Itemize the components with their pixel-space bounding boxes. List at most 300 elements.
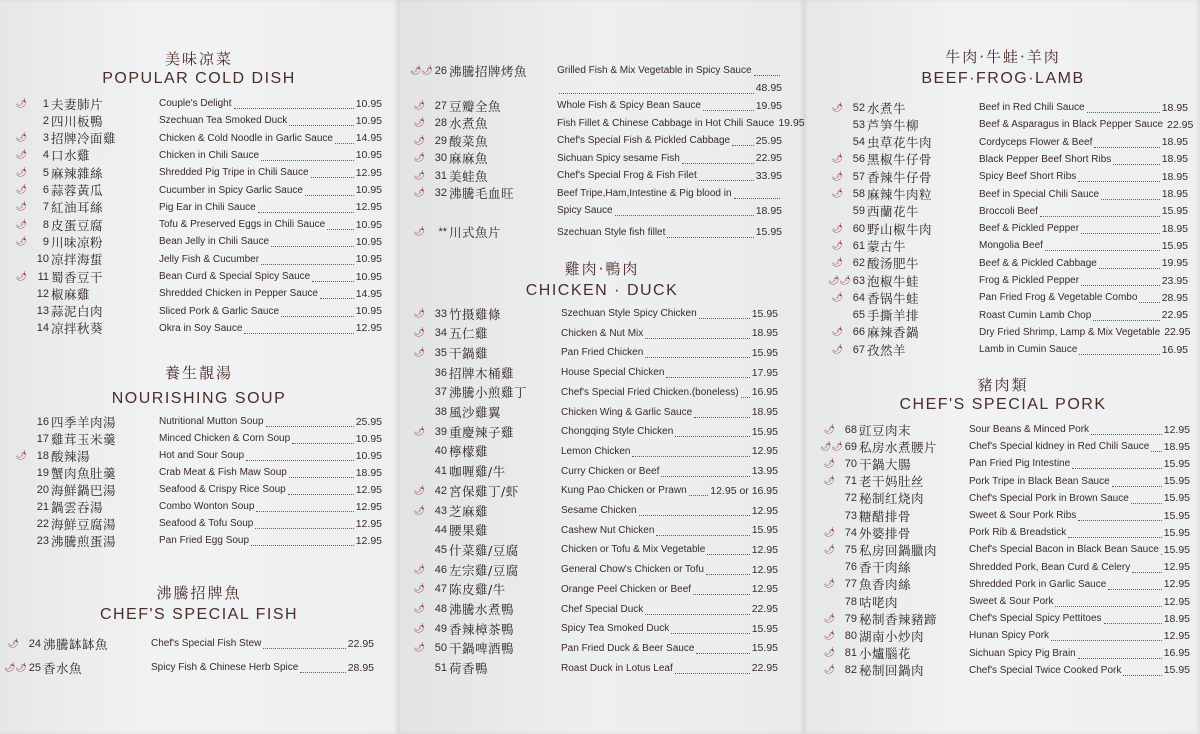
item-name-chinese: 麻辣牛肉粒 — [867, 187, 933, 202]
item-number: 34 — [434, 327, 447, 340]
dotted-leader — [699, 318, 750, 319]
dotted-leader — [732, 145, 754, 146]
chili-pepper-icon: 🌶 — [413, 643, 425, 654]
dotted-leader — [1132, 572, 1162, 573]
item-price: 12.95 — [355, 534, 382, 547]
dotted-leader — [693, 594, 750, 595]
chili-pepper-icon: 🌶 — [413, 623, 425, 634]
item-price: 18.95 — [1163, 440, 1190, 453]
item-number: 68 — [844, 423, 857, 436]
chili-pepper-icon: 🌶 — [15, 450, 27, 461]
item-price: 22.95 — [755, 152, 782, 164]
item-number: 12 — [36, 287, 49, 300]
item-number: 52 — [852, 101, 865, 114]
item-number: 19 — [36, 466, 49, 479]
item-name-english: Broccoli Beef — [979, 205, 1038, 217]
item-price: 12.95 — [751, 583, 778, 596]
chili-pepper-icon: 🌶🌶 — [820, 441, 843, 452]
dotted-leader — [261, 264, 354, 265]
item-price: 18.95 — [1161, 136, 1188, 149]
item-number: 3 — [42, 132, 49, 145]
item-price: 15.95 — [1161, 239, 1188, 252]
section-title-chinese: 豬肉類 — [977, 376, 1029, 394]
item-price: 10.95 — [355, 184, 382, 196]
chili-pepper-icon: 🌶 — [831, 154, 843, 165]
dotted-leader — [289, 477, 354, 478]
section-title-chinese: 美味凉菜 — [164, 50, 233, 68]
dotted-leader — [288, 494, 354, 495]
item-number: 4 — [42, 149, 49, 162]
menu-item-row — [828, 220, 1188, 237]
menu-panel-left — [0, 0, 398, 734]
item-name-english: Pan Fried Pig Intestine — [969, 458, 1071, 470]
item-number: 77 — [844, 578, 857, 591]
item-name-english: Jelly Fish & Cucumber — [159, 253, 260, 265]
item-name-chinese: 雞茸玉米羹 — [51, 431, 117, 447]
item-name-english: Whole Fish & Spicy Bean Sauce — [557, 100, 701, 111]
item-price: 15.95 — [1163, 475, 1190, 488]
item-price: 12.95 — [751, 543, 778, 556]
menu-item-row — [820, 645, 1190, 662]
menu-item-row — [820, 490, 1190, 507]
menu-item-row — [12, 233, 382, 250]
item-price: 22.95 — [1161, 309, 1188, 322]
dotted-leader — [1045, 250, 1160, 251]
item-price: 12.95 — [751, 445, 778, 458]
dotted-leader — [244, 333, 353, 334]
item-number: 82 — [844, 664, 857, 677]
dotted-leader — [1093, 320, 1159, 321]
item-name-english: Shredded Pork, Bean Curd & Celery — [969, 561, 1131, 573]
dotted-leader — [1091, 434, 1162, 435]
item-name-chinese: 蒜泥白肉 — [51, 304, 104, 320]
chili-pepper-icon: 🌶 — [15, 202, 27, 213]
item-number: 41 — [434, 465, 447, 478]
item-name-english: Chef Special Duck — [561, 603, 644, 615]
item-name-chinese: 蒜蓉黃瓜 — [51, 183, 104, 198]
menu-item-row — [410, 384, 778, 401]
item-name-chinese: 泡椒牛蛙 — [867, 273, 920, 289]
item-price: 22.95 — [1164, 326, 1191, 339]
item-number: 57 — [852, 170, 865, 183]
item-price: 15.95 — [751, 524, 778, 537]
item-price: 48.95 — [755, 82, 782, 94]
item-price: 16.95 — [751, 386, 778, 399]
item-number: 58 — [852, 188, 865, 200]
item-name-english: Chicken Wing & Garlic Sauce — [561, 406, 693, 418]
item-name-chinese: 手撕羊排 — [867, 308, 920, 324]
item-number: 7 — [42, 201, 49, 214]
section-title-english: CHEF'S SPECIAL FISH — [99, 606, 299, 623]
section-title-chinese: 沸騰招牌魚 — [156, 584, 242, 602]
item-price: 15.95 — [755, 226, 782, 238]
item-price: 14.95 — [355, 287, 382, 300]
item-name-chinese: 黑椒牛仔骨 — [867, 152, 933, 168]
item-number: 20 — [36, 483, 49, 496]
item-number: 78 — [844, 595, 857, 608]
item-name-chinese: 干鍋雞 — [449, 345, 489, 361]
item-number: 40 — [434, 445, 447, 458]
menu-item-row — [12, 216, 382, 233]
item-name-english: Curry Chicken or Beef — [561, 465, 660, 477]
section-title-chinese: 養生靚湯 — [164, 364, 233, 382]
chili-pepper-icon: 🌶 — [413, 604, 425, 614]
dotted-leader — [335, 143, 354, 144]
section-title-english: BEEF·FROG·LAMB — [921, 70, 1085, 87]
chili-pepper-icon: 🌶 — [823, 630, 835, 641]
item-price: 10.95 — [355, 114, 382, 127]
menu-item-row — [820, 559, 1190, 576]
item-price: 12.95 — [355, 483, 382, 496]
chili-pepper-icon: 🌶 — [823, 424, 835, 435]
item-name-english: Sesame Chicken — [561, 505, 637, 516]
item-price: 16.95 — [1161, 343, 1188, 356]
dotted-leader — [327, 229, 354, 230]
item-number: 76 — [844, 561, 857, 574]
item-name-chinese: 蟹肉魚肚羹 — [51, 465, 117, 481]
item-name-english: Chicken or Tofu & Mix Vegetable — [561, 544, 706, 556]
chili-pepper-icon: 🌶🌶 — [410, 65, 433, 76]
dotted-leader — [1081, 233, 1160, 234]
menu-item-row — [410, 581, 778, 598]
item-name-chinese: 左宗雞/豆腐 — [449, 562, 519, 578]
menu-item-row — [410, 97, 782, 114]
item-name-chinese: 老干妈肚丝 — [859, 474, 925, 490]
item-price: 15.95 — [1163, 526, 1190, 539]
dotted-leader — [645, 357, 749, 358]
item-name-english: Pork Rib & Breadstick — [969, 527, 1067, 539]
item-name-english: Pan Fried Chicken — [561, 347, 644, 359]
menu-item-row — [12, 447, 382, 464]
item-name-chinese: 豇豆肉末 — [859, 422, 912, 438]
item-name-english: Chef's Special Spicy Pettitoes — [969, 613, 1102, 625]
menu-item-row — [828, 99, 1188, 116]
item-name-english: Sweet & Sour Pork — [969, 596, 1054, 607]
item-price: 18.95 — [751, 406, 778, 418]
item-name-english: Frog & Pickled Pepper — [979, 275, 1080, 286]
item-name-chinese: 四川板鴨 — [51, 113, 104, 129]
item-name-chinese: 咖喱雞/牛 — [449, 464, 506, 480]
item-price: 12.95 — [1163, 629, 1190, 642]
item-number: 51 — [434, 662, 447, 675]
item-name-chinese: 水煮魚 — [449, 116, 489, 131]
dotted-leader — [707, 554, 749, 555]
item-name-english: House Special Chicken — [561, 367, 665, 379]
item-price: 15.95 — [1163, 543, 1190, 556]
dotted-leader — [292, 443, 354, 444]
chili-pepper-icon: 🌶 — [413, 100, 425, 111]
menu-item-row — [820, 662, 1190, 679]
chili-pepper-icon: 🌶 — [413, 426, 425, 437]
menu-item-row — [12, 199, 382, 216]
menu-item-row — [828, 341, 1188, 358]
item-price: 15.95 — [751, 425, 778, 438]
menu-item-row — [820, 610, 1190, 627]
chili-pepper-icon: 🌶 — [831, 258, 843, 269]
dotted-leader — [734, 198, 780, 199]
item-price: 12.95 or 16.95 — [710, 484, 778, 497]
menu-item-row — [410, 132, 782, 149]
item-name-chinese: 香辣樟茶鴨 — [449, 621, 515, 637]
dotted-leader — [706, 574, 750, 575]
chili-pepper-icon: 🌶 — [823, 544, 835, 555]
item-price: 10.95 — [355, 270, 382, 283]
dotted-leader — [1113, 164, 1159, 165]
item-name-chinese: 川式魚片 — [449, 225, 502, 240]
chili-pepper-icon: 🌶 — [831, 292, 843, 303]
item-number: 24 — [28, 637, 41, 650]
chili-pepper-icon: 🌶 — [413, 485, 425, 496]
item-name-english: Szechuan Style fish fillet — [557, 226, 666, 238]
dotted-leader — [289, 125, 353, 126]
dotted-leader — [559, 93, 754, 94]
item-price: 10.95 — [355, 253, 382, 266]
item-price: 25.95 — [355, 415, 382, 428]
item-name-chinese: 酸辣湯 — [51, 448, 91, 464]
dotted-leader — [1123, 675, 1161, 676]
item-name-chinese: 秘制回鍋肉 — [859, 663, 925, 679]
item-number: 65 — [852, 309, 865, 322]
item-name-english: Roast Duck in Lotus Leaf — [561, 662, 673, 674]
item-number: 69 — [844, 440, 857, 453]
item-name-english: Hot and Sour Soup — [159, 450, 245, 461]
item-price: 22.95 — [751, 662, 778, 675]
menu-item-row — [12, 182, 382, 199]
item-name-english: Sour Beans & Minced Pork — [969, 424, 1090, 435]
dotted-leader — [632, 456, 749, 457]
item-name-english: Seafood & Tofu Soup — [159, 518, 254, 529]
chili-pepper-icon: 🌶 — [413, 188, 425, 198]
section-title-chinese: 牛肉·牛蛙·羊肉 — [945, 48, 1061, 66]
item-name-chinese: 水煮牛 — [867, 100, 907, 116]
menu-item-row — [410, 502, 778, 519]
dotted-leader — [1151, 451, 1161, 452]
item-number: 59 — [852, 205, 865, 218]
item-name-english: Cashew Nut Chicken — [561, 524, 655, 536]
item-name-english: Chef's Special kidney in Red Chili Sauce — [969, 441, 1150, 453]
menu-item-row — [410, 601, 778, 618]
item-number: 64 — [852, 291, 865, 304]
dotted-leader — [1078, 520, 1161, 521]
item-number: 60 — [852, 222, 865, 235]
chili-pepper-icon: 🌶 — [413, 153, 425, 163]
item-number: 47 — [434, 583, 447, 596]
item-name-chinese: 檸檬雞 — [449, 444, 489, 460]
item-number: 73 — [844, 509, 857, 522]
item-price: 15.95 — [1163, 492, 1190, 505]
chili-pepper-icon: 🌶 — [831, 240, 843, 251]
menu-item-row — [828, 186, 1188, 203]
dotted-leader — [675, 673, 750, 674]
menu-item-row — [828, 168, 1188, 185]
item-price: 18.95 — [1163, 612, 1190, 625]
item-name-english: Spicy Tea Smoked Duck — [561, 623, 670, 635]
item-name-english: Beef in Special Chili Sauce — [979, 188, 1100, 200]
item-name-chinese: 紅油耳絲 — [51, 200, 104, 216]
menu-item-row — [12, 430, 382, 447]
item-name-english: Chicken in Chili Sauce — [159, 149, 260, 161]
item-price: 23.95 — [1161, 274, 1188, 287]
item-name-english: Bean Jelly in Chili Sauce — [159, 236, 270, 248]
item-price: 15.95 — [1163, 509, 1190, 522]
item-price: 22.95 — [1167, 118, 1194, 131]
item-name-english: Pan Fried Frog & Vegetable Combo — [979, 292, 1138, 304]
item-name-english: Chicken & Cold Noodle in Garlic Sauce — [159, 132, 333, 144]
item-name-chinese: 私房水煮腰片 — [859, 439, 938, 455]
item-price: 12.95 — [355, 322, 382, 335]
menu-item-row — [410, 443, 778, 460]
chili-pepper-icon: 🌶 — [15, 236, 27, 247]
item-name-chinese: 夫妻肺片 — [51, 96, 104, 112]
item-price: 10.95 — [355, 97, 382, 110]
item-name-english: Spicy Beef Short Ribs — [979, 171, 1077, 183]
dotted-leader — [1112, 486, 1162, 487]
item-name-chinese: 芦笋牛柳 — [867, 117, 920, 133]
item-name-english: Chef's Special Pork in Brown Sauce — [969, 492, 1129, 504]
item-name-chinese: 私房回鍋臘肉 — [859, 542, 938, 558]
menu-item-row — [12, 515, 382, 532]
section-title-english: CHEF'S SPECIAL PORK — [899, 396, 1107, 413]
menu-item-row — [410, 167, 782, 184]
chili-pepper-icon: 🌶 — [831, 344, 843, 355]
item-number: 38 — [434, 406, 447, 418]
menu-item-row — [410, 224, 782, 241]
item-price: 10.95 — [355, 218, 382, 231]
item-number: 72 — [844, 492, 857, 505]
item-name-english: Chef's Special Fish Stew — [151, 638, 262, 649]
item-name-chinese: 干鍋大腸 — [859, 456, 912, 472]
chili-pepper-icon: 🌶 — [15, 150, 27, 161]
item-number: 61 — [852, 239, 865, 252]
menu-item-row — [12, 320, 382, 337]
item-number: 27 — [434, 99, 447, 112]
section-title-english: NOURISHING SOUP — [111, 390, 287, 407]
menu-item-row — [828, 134, 1188, 151]
item-name-chinese: 招牌木桶雞 — [449, 365, 515, 381]
item-name-english: Sichuan Spicy Pig Brain — [969, 647, 1076, 659]
dotted-leader — [661, 476, 749, 477]
item-name-english: Lemon Chicken — [561, 445, 631, 457]
item-number: 26 — [434, 64, 447, 77]
item-name-chinese: 沸騰小煎雞丁 — [449, 385, 528, 401]
dotted-leader — [246, 460, 354, 461]
dotted-leader — [1108, 589, 1161, 590]
item-price: 10.95 — [355, 449, 382, 462]
item-price: 19.95 — [1161, 257, 1188, 270]
item-name-chinese: 野山椒牛肉 — [867, 221, 933, 237]
chili-pepper-icon: 🌶 — [15, 98, 27, 109]
dotted-leader — [671, 633, 750, 634]
menu-item-row — [820, 455, 1190, 472]
dotted-leader — [1087, 112, 1160, 113]
dotted-leader — [1101, 199, 1160, 200]
chili-pepper-icon: 🌶 — [823, 613, 835, 624]
item-name-english: Shredded Chicken in Pepper Sauce — [159, 288, 318, 300]
item-name-chinese: 川味凉粉 — [51, 234, 104, 250]
menu-item-row — [820, 421, 1190, 438]
item-name-english: Roast Cumin Lamb Chop — [979, 309, 1092, 321]
item-number: 44 — [434, 524, 447, 537]
item-name-english: Chef's Special Frog & Fish Filet — [557, 170, 697, 181]
item-price: 13.95 — [751, 465, 778, 478]
item-price: 10.95 — [355, 235, 382, 248]
menu-item-row — [410, 640, 778, 657]
dotted-leader — [1104, 623, 1162, 624]
menu-item-row — [820, 524, 1190, 541]
item-name-chinese: 蒙古牛 — [867, 238, 907, 254]
item-name-english: Kung Pao Chicken or Prawn — [561, 485, 687, 497]
item-number: 79 — [844, 612, 857, 625]
chili-pepper-icon: 🌶 — [831, 189, 843, 199]
menu-item-row — [828, 116, 1194, 133]
menu-item-row — [410, 541, 778, 558]
menu-item-row — [828, 237, 1188, 254]
item-name-english: Beef Tripe,Ham,Intestine & Pig blood in — [557, 187, 732, 199]
item-price: 14.95 — [355, 132, 382, 145]
dotted-leader — [320, 298, 354, 299]
item-price: 12.95 — [1163, 423, 1190, 436]
item-price: 18.95 — [755, 204, 782, 217]
item-name-english: Okra in Soy Sauce — [159, 322, 243, 334]
item-price: 15.95 — [1161, 205, 1188, 218]
item-number: 11 — [37, 270, 49, 283]
menu-item-row — [12, 164, 382, 181]
item-name-english: Beef & Pickled Pepper — [979, 223, 1080, 235]
dotted-leader — [696, 653, 749, 654]
item-price: 28.95 — [347, 661, 374, 674]
item-price: 16.95 — [1163, 647, 1190, 660]
menu-item-row — [410, 660, 778, 677]
dotted-leader — [667, 237, 753, 238]
item-name-chinese: 豆瓣全魚 — [449, 98, 502, 114]
item-name-chinese: 麻辣雜絲 — [51, 165, 104, 181]
dotted-leader — [312, 281, 354, 282]
dotted-leader — [266, 426, 354, 427]
item-price: 12.95 — [355, 166, 382, 179]
item-name-english: Mongolia Beef — [979, 240, 1043, 252]
menu-item-row — [12, 413, 382, 430]
item-name-chinese: 干鍋啤酒鴨 — [449, 641, 515, 657]
item-name-chinese: 孜然羊 — [867, 342, 907, 358]
dotted-leader — [305, 195, 354, 196]
item-name-english: Fish Fillet & Chinese Cabbage in Hot Chili Sauce — [557, 117, 775, 129]
dotted-leader — [1131, 503, 1162, 504]
item-price: 19.95 — [778, 117, 805, 129]
item-name-english: Pan Fried Egg Soup — [159, 535, 250, 546]
menu-item-row — [410, 62, 782, 79]
dotted-leader — [261, 160, 354, 161]
item-number: 16 — [36, 415, 49, 428]
chili-pepper-icon: 🌶 — [15, 167, 27, 178]
item-price: 18.95 — [1161, 170, 1188, 183]
item-name-chinese: 口水雞 — [51, 148, 91, 164]
item-name-chinese: 沸騰毛血旺 — [449, 186, 515, 201]
chili-pepper-icon: 🌶 — [413, 135, 425, 146]
dotted-leader — [1040, 216, 1160, 217]
menu-item-row — [12, 95, 382, 112]
item-number: 70 — [844, 457, 857, 470]
item-number: 43 — [434, 504, 447, 517]
menu-item-row — [410, 185, 782, 202]
menu-item-row-continued — [557, 202, 782, 219]
item-number: 21 — [36, 500, 49, 513]
item-name-chinese: 五仁雞 — [449, 326, 489, 342]
chili-pepper-icon: 🌶 — [413, 505, 425, 516]
item-price: 19.95 — [755, 99, 782, 112]
item-name-english-continued: Spicy Sauce — [557, 205, 613, 216]
menu-item-row — [820, 438, 1190, 455]
dotted-leader — [682, 163, 754, 164]
